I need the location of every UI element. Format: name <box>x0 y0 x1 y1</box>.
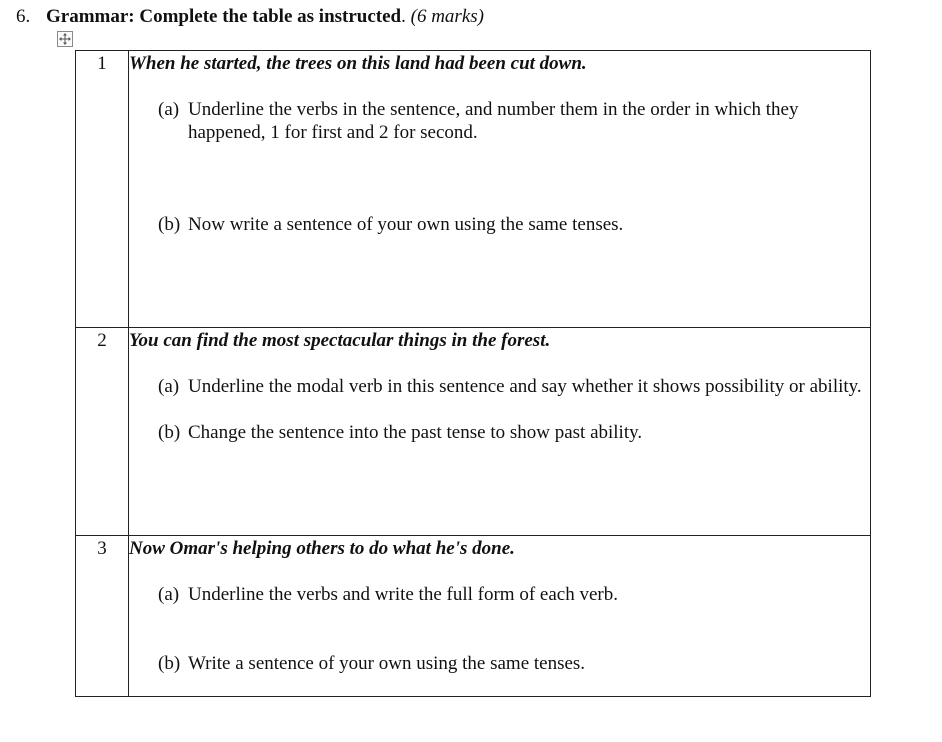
part-b <box>158 213 870 236</box>
question-heading <box>16 6 484 28</box>
row-number: 2 <box>97 330 107 351</box>
table-row <box>76 328 871 536</box>
part-text: Underline the modal verb in this sentence and say whether it shows possibility or ability. <box>188 376 862 397</box>
row-number: 3 <box>97 538 107 559</box>
part-text: Underline the verbs and write the full form of each verb. <box>188 584 618 605</box>
row-content-cell[interactable] <box>129 328 871 536</box>
part-label: (a) <box>158 584 180 605</box>
table-move-handle-icon[interactable] <box>57 31 73 47</box>
part-label: (b) <box>158 653 181 674</box>
table-row <box>76 51 871 328</box>
part-label: (b) <box>158 214 181 235</box>
part-label: (a) <box>158 376 180 397</box>
table-row <box>76 536 871 697</box>
part-label: (a) <box>158 99 180 120</box>
row-content-cell[interactable] <box>129 51 871 328</box>
part-b <box>158 652 870 675</box>
part-a <box>158 375 870 398</box>
row-number-cell <box>76 536 129 697</box>
question-marks: (6 marks) <box>410 6 484 27</box>
part-text: Now write a sentence of your own using the same tenses. <box>188 214 624 235</box>
part-text: Write a sentence of your own using the same tenses. <box>188 653 586 674</box>
row-number-cell <box>76 51 129 328</box>
question-number: 6. <box>16 6 31 27</box>
part-text: Change the sentence into the past tense to show past ability. <box>188 422 643 443</box>
sentence: When he started, the trees on this land had been cut down. <box>129 53 587 74</box>
grammar-table <box>75 50 871 697</box>
question-title-period: . <box>401 6 406 27</box>
part-a <box>158 583 870 606</box>
row-number: 1 <box>97 53 107 74</box>
part-text: Underline the verbs in the sentence, and number them in the order in which they happened, 1 for first and 2 for second. <box>188 99 799 143</box>
row-number-cell <box>76 328 129 536</box>
part-a <box>158 98 870 144</box>
sentence: You can find the most spectacular things in the forest. <box>129 330 551 351</box>
sentence: Now Omar's helping others to do what he's done. <box>129 538 515 559</box>
part-b <box>158 421 870 444</box>
question-title: Grammar: Complete the table as instructed <box>46 6 402 27</box>
row-content-cell[interactable] <box>129 536 871 697</box>
part-label: (b) <box>158 422 181 443</box>
